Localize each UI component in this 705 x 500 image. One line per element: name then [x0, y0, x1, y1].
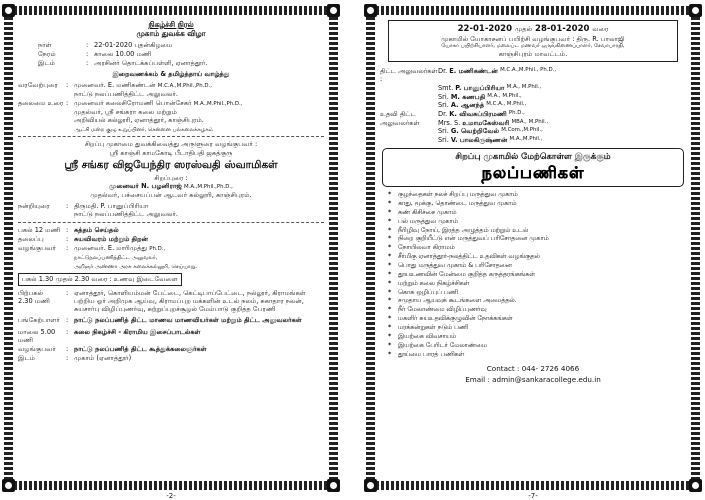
activities-banner	[382, 148, 684, 187]
yoga-box: 22-01-2020 முதல் 28-01-2020 வரை முகாமில் யோகாசனப் பயிற்சி வழங்குபவர் : திரு. R. பாலாஜி யோகா பயிற்சியாளர், மலைப்ட மணவர் ஒருங்கிணைப்பாளர், சேவாபாரதி, காஞ்சிபுரம் மாவட்டம்.	[388, 20, 678, 62]
special-name: முனைவர் N. பழனிராஜ்	[109, 182, 182, 191]
blessing-intro: சிறப்பு முகாமை துவக்கிவைத்து அருளுரை வழங்குபவர் :	[84, 140, 258, 149]
yoga-line: காஞ்சிபுரம் மாவட்டம்.	[498, 49, 568, 58]
list-item: * பொது மருத்துவ முகாம் & பரிசோதனை	[398, 262, 686, 270]
list-item: * இயற்கை விவசாயம்	[398, 333, 686, 341]
welcome-row: வரவேற்புரை : முனைவர். E. மணிகண்டன் M.C.A.,M.Phil.,Ph.D., நாட்டு நலப்பணித்திட்ட அலுவலர்.	[18, 81, 213, 99]
list-item: * காது, மூக்கு, தொண்டை மருத்துவ முகாம்	[398, 200, 686, 208]
list-item: * நீரிழிவு நோய், இரத்த அழுத்தம் மற்றும் உடல்	[398, 227, 686, 235]
corner-ornament-icon	[364, 479, 377, 492]
venue-row: இடம் : முகாம் (ஏனாத்தூர்)	[18, 354, 132, 363]
corner-ornament-icon	[689, 479, 702, 492]
border-left	[4, 6, 13, 490]
corner-ornament-icon	[327, 4, 340, 17]
event-title: முகாம் துவக்க விழா	[136, 29, 206, 39]
list-item: * நீர் மேலாண்மை விழிப்புணர்வு	[398, 306, 686, 314]
assistant-row: அலுவலர்கள் Mrs. S. உமாமகேஸ்வரி MBA., M.Phil.,	[380, 118, 549, 127]
right-page	[366, 6, 700, 500]
corner-ornament-icon	[2, 4, 15, 17]
list-item: * நோயிலவா கிராமம்	[398, 244, 686, 252]
assistant-row: Sri. V. பாலகிருஷ்ணன் M.A.,M.Phil.,	[438, 136, 543, 145]
presenter-row: வழங்குபவர் : முனைவர். E. மாரிமுத்து Ph.D., நாட்டுநலப்பணித்திட்ட அலுவலர், அறிஞர் அண்ணா அரசு கலைக்கல்லூரி, செய்யாறு.	[18, 244, 197, 270]
border-bottom	[366, 481, 700, 490]
date-from: 22-01-2020	[457, 24, 513, 34]
thanks-row: நன்றியுரை : திருமதி. P. பானுப்பிரியா நாட்டு நலப்பணித்திட்ட அலுவலர்.	[18, 202, 178, 219]
page-number: -7-	[528, 492, 538, 500]
page-number: -2-	[166, 492, 176, 500]
border-top	[366, 6, 700, 15]
list-item: * மகளிர் சுயஉதவிக்குழுவின் நோக்கங்கள்	[398, 315, 686, 323]
date-to: 28-01-2020	[535, 24, 590, 34]
left-page: நிகழ்ச்சி நிரல் முகாம் துவக்க விழா நாள் : 22-01-2020 புதன்கிழமை நேரம் : காலை 10.00 மணி இடம் : அரசினர் தொடக்கப்பள்ளி, ஏனாத்தூர். இறைவணக்கம் & தமிழ்த்தாய் வாழ்த்து வரவேற்புரை : முனைவர். E. மணிகண்டன் M.C.A.,M.Phil.,Ph.D., நாட்டு நலப்பணித்திட்ட அலுவலர். தலைமை உரை : முனைவர் கலைசிரோமணி பொன்சேகர் M.A.,M.Phil.,Ph.D., முதல்வர், ஸ்ரீ சங்கரா கலை மற்றும் அறிவியல் கல்லூரி, ஏனாத்தூர், காஞ்சிபுரம். ஆட்சி மன்ற குழு உறுப்பினர், சென்னை பல்கலைக்கழகம் சிறப்பு முகாமை துவக்கிவைத்து அருளுரை வழங்குபவர் : ஸ்ரீ காஞ்சி காமகோடி பீடாதிபதி ஜகத்குரு ஸ்ரீ சங்கர விஜயேந்திர ஸரஸ்வதி ஸ்வாமிகள் சிறப்புரை : முனைவர் N. பழனிராஜ் M.A.,M.Phil.,Ph.D., முதல்வர், பச்சையப்பன் ஆடவர் கல்லூரி, காஞ்சிபுரம். நன்றியுரை : திருமதி. P. பானுப்பிரியா நாட்டு நலப்பணித்திட்ட அலுவலர். பகல் 12 மணி : சுத்தம் செய்தல் தலைப்பு : சுயவிவரம் மற்றும் திறன் வழங்குபவர் : முனைவர். E. மாரிமுத்து Ph.D., நாட்டுநலப்பணித்திட்ட அலுவலர், அறிஞர் அண்ணா அரசு கலைக்கல்லூரி, செய்யாறு. பகல் 1.30 முதல் 2.30 வரை : உணவு இடைவேளை பிற்பகல் 2.30 மணி : ஏனாத்தூர், கொளியம்மன் பேட்டை, கெட்டிபாப்பேட்டை, நல்லூர், கிராமங்கள் பற்றிய ஓர் அறிமுக ஆய்வு, கிராமப்புற மக்களின் உடல் நலம், சுகாதார நலன், சுயசார்பு விழிப்புணர்வு, சுற்றுப்புறச்சூழல் மேம்பாடு குறித்த பேரணி பங்கேற்பாளர் : நாட்டு நலப்பணித் திட்ட மாணவ மாணவியர்கள் மற்றும் திட்ட அலுவலர்கள் மாலை 5.00 மணி : கலை நிகழ்ச்சி - கிராமிய இசைப்பாடல்கள் வழங்குபவர் : நாட்டு நலப்பணித் திட்ட கூத்துக்கலைஞர்கள் இடம் : முகாம் (ஏனாத்தூர்) -2-	[4, 6, 338, 490]
presidential-row: தலைமை உரை : முனைவர் கலைசிரோமணி பொன்சேகர் M.A.,M.Phil.,Ph.D., முதல்வர், ஸ்ரீ சங்கரா கலை மற்றும் அறிவியல் கல்லூரி, ஏனாத்தூர், காஞ்சிபுரம். ஆட்சி மன்ற குழு உறுப்பினர், சென்னை பல்கலைக்கழகம்	[18, 99, 243, 133]
list-item: * மரக்கன்றுகள் நடும் பணி	[398, 324, 686, 332]
list-item: * தூயஉணவின் மேன்மை குறித்த கருத்தரங்கங்கள்	[398, 271, 686, 279]
blessing-sub: ஸ்ரீ காஞ்சி காமகோடி பீடாதிபதி ஜகத்குரு	[109, 148, 233, 157]
banner-subtitle: சிறப்பு முகாமில் மேற்கொள்ள இருக்கும்	[455, 152, 611, 163]
prayer-heading: இறைவணக்கம் & தமிழ்த்தாய் வாழ்த்து	[112, 70, 230, 79]
list-item: * சீர்மிகு ஏனாத்தூர்-நலத்திட்ட உதவிகள் வழங்குதல்	[398, 253, 686, 261]
detail-row: இடம் : அரசினர் தொடக்கப்பள்ளி, ஏனாத்தூர்.	[38, 58, 208, 67]
contact-email: Email : admin@sankaracollege.edu.in	[465, 374, 601, 384]
border-bottom	[4, 481, 338, 490]
assistant-row: Sri. G. வெற்றிவேல் M.Com.,M.Phil.,	[438, 127, 543, 136]
list-item: * மற்றும் கலை நிகழ்ச்சிகள்	[398, 280, 686, 288]
activities-list	[398, 191, 686, 358]
special-address-label: சிறப்புரை :	[154, 173, 188, 182]
afternoon-row: பிற்பகல் 2.30 மணி : ஏனாத்தூர், கொளியம்மன் பேட்டை, கெட்டிபாப்பேட்டை, நல்லூர், கிராமங்கள் பற்றிய ஓர் அறிமுக ஆய்வு, கிராமப்புற மக்களின் உடல் நலம், சுகாதார நலன், சுயசார்பு விழிப்புணர்வு, சுற்றுப்புறச்சூழல் மேம்பாடு குறித்த பேரணி	[18, 288, 306, 314]
officer-row: Smt. P. பானுப்பிரியா M.A., M.Phil.,	[438, 83, 542, 92]
coordinators	[380, 67, 686, 145]
list-item: * கண் கிசிச்சை முகாம்	[398, 209, 686, 217]
list-item: * தூய்மை பாரத் பணிகள்	[398, 351, 686, 359]
contact-block	[380, 364, 686, 385]
border-right	[329, 6, 338, 490]
lunch-box: பகல் 1.30 முதல் 2.30 வரை : உணவு இடைவேளை	[18, 273, 182, 285]
detail-row: நேரம் : காலை 10.00 மணி	[38, 49, 152, 58]
special-role: முதல்வர், பச்சையப்பன் ஆடவர் கல்லூரி, காஞ்சிபுரம்.	[90, 190, 252, 199]
list-item: * இயற்கை பேரிடர் மேலாண்மை	[398, 342, 686, 350]
corner-ornament-icon	[327, 479, 340, 492]
list-item: * சமுதாய ஆயவுக் கூடங்களை அமைத்தல்.	[398, 297, 686, 305]
officer-row: Sri. A. ஆனந்த் M.C.A., M.Phil.,	[438, 101, 527, 110]
noon-row: பகல் 12 மணி : சுத்தம் செய்தல்	[18, 225, 119, 234]
yoga-line: யோகா பயிற்சியாளர், மலைப்ட மணவர் ஒருங்கிணைப்பாளர், சேவாபாரதி,	[441, 42, 625, 49]
evening-presenter-row: வழங்குபவர் : நாட்டு நலப்பணித் திட்ட கூத்துக்கலைஞர்கள்	[18, 345, 207, 354]
corner-ornament-icon	[364, 4, 377, 17]
divider	[18, 222, 324, 223]
list-item: * நிறை குறியீட்டு என் மருத்துவப் பரிசோதனை முகாம்	[398, 235, 686, 243]
corner-ornament-icon	[2, 479, 15, 492]
evening-row: மாலை 5.00 மணி : கலை நிகழ்ச்சி - கிராமிய இசைப்பாடல்கள்	[18, 327, 201, 344]
topic-row: தலைப்பு : சுயவிவரம் மற்றும் திறன்	[18, 234, 148, 243]
border-top	[4, 6, 338, 15]
divider	[18, 136, 324, 137]
program-title: நிகழ்ச்சி நிரல்	[148, 20, 194, 29]
assistant-row: உதவி திட்ட Dr. K. விவசுப்பிரமணி Ph.D.,	[380, 110, 525, 119]
officer-row: திட்ட அலுவலர்கள் : Dr. E. மணிகண்டன் M.C.A.,M.Phil., Ph.D.,	[380, 66, 557, 84]
list-item: * குழந்தைகள் நலச் சிறப்பு மருத்துவ முகாம்	[398, 191, 686, 199]
corner-ornament-icon	[689, 4, 702, 17]
banner-title: நலப்பணிகள்	[481, 163, 585, 183]
detail-row: நாள் : 22-01-2020 புதன்கிழமை	[38, 40, 173, 49]
participants-row: பங்கேற்பாளர் : நாட்டு நலப்பணித் திட்ட மாணவ மாணவியர்கள் மற்றும் திட்ட அலுவலர்கள்	[18, 316, 302, 325]
officer-row: Sri. M. கணபதி M.A., M.Phil.,	[438, 92, 522, 101]
blessing-name: ஸ்ரீ சங்கர விஜயேந்திர ஸரஸ்வதி ஸ்வாமிகள்	[64, 158, 278, 171]
list-item: * கொசு ஒழிப்புப் பணி	[398, 289, 686, 297]
border-right	[691, 6, 700, 490]
list-item: * பல் மருத்துவ முகாம்	[398, 218, 686, 226]
border-left	[366, 6, 375, 490]
yoga-line: முகாமில் யோகாசனப் பயிற்சி வழங்குபவர் : திரு. R. பாலாஜி	[441, 34, 625, 43]
contact-phone: Contact : 044- 2726 4066	[486, 364, 580, 374]
